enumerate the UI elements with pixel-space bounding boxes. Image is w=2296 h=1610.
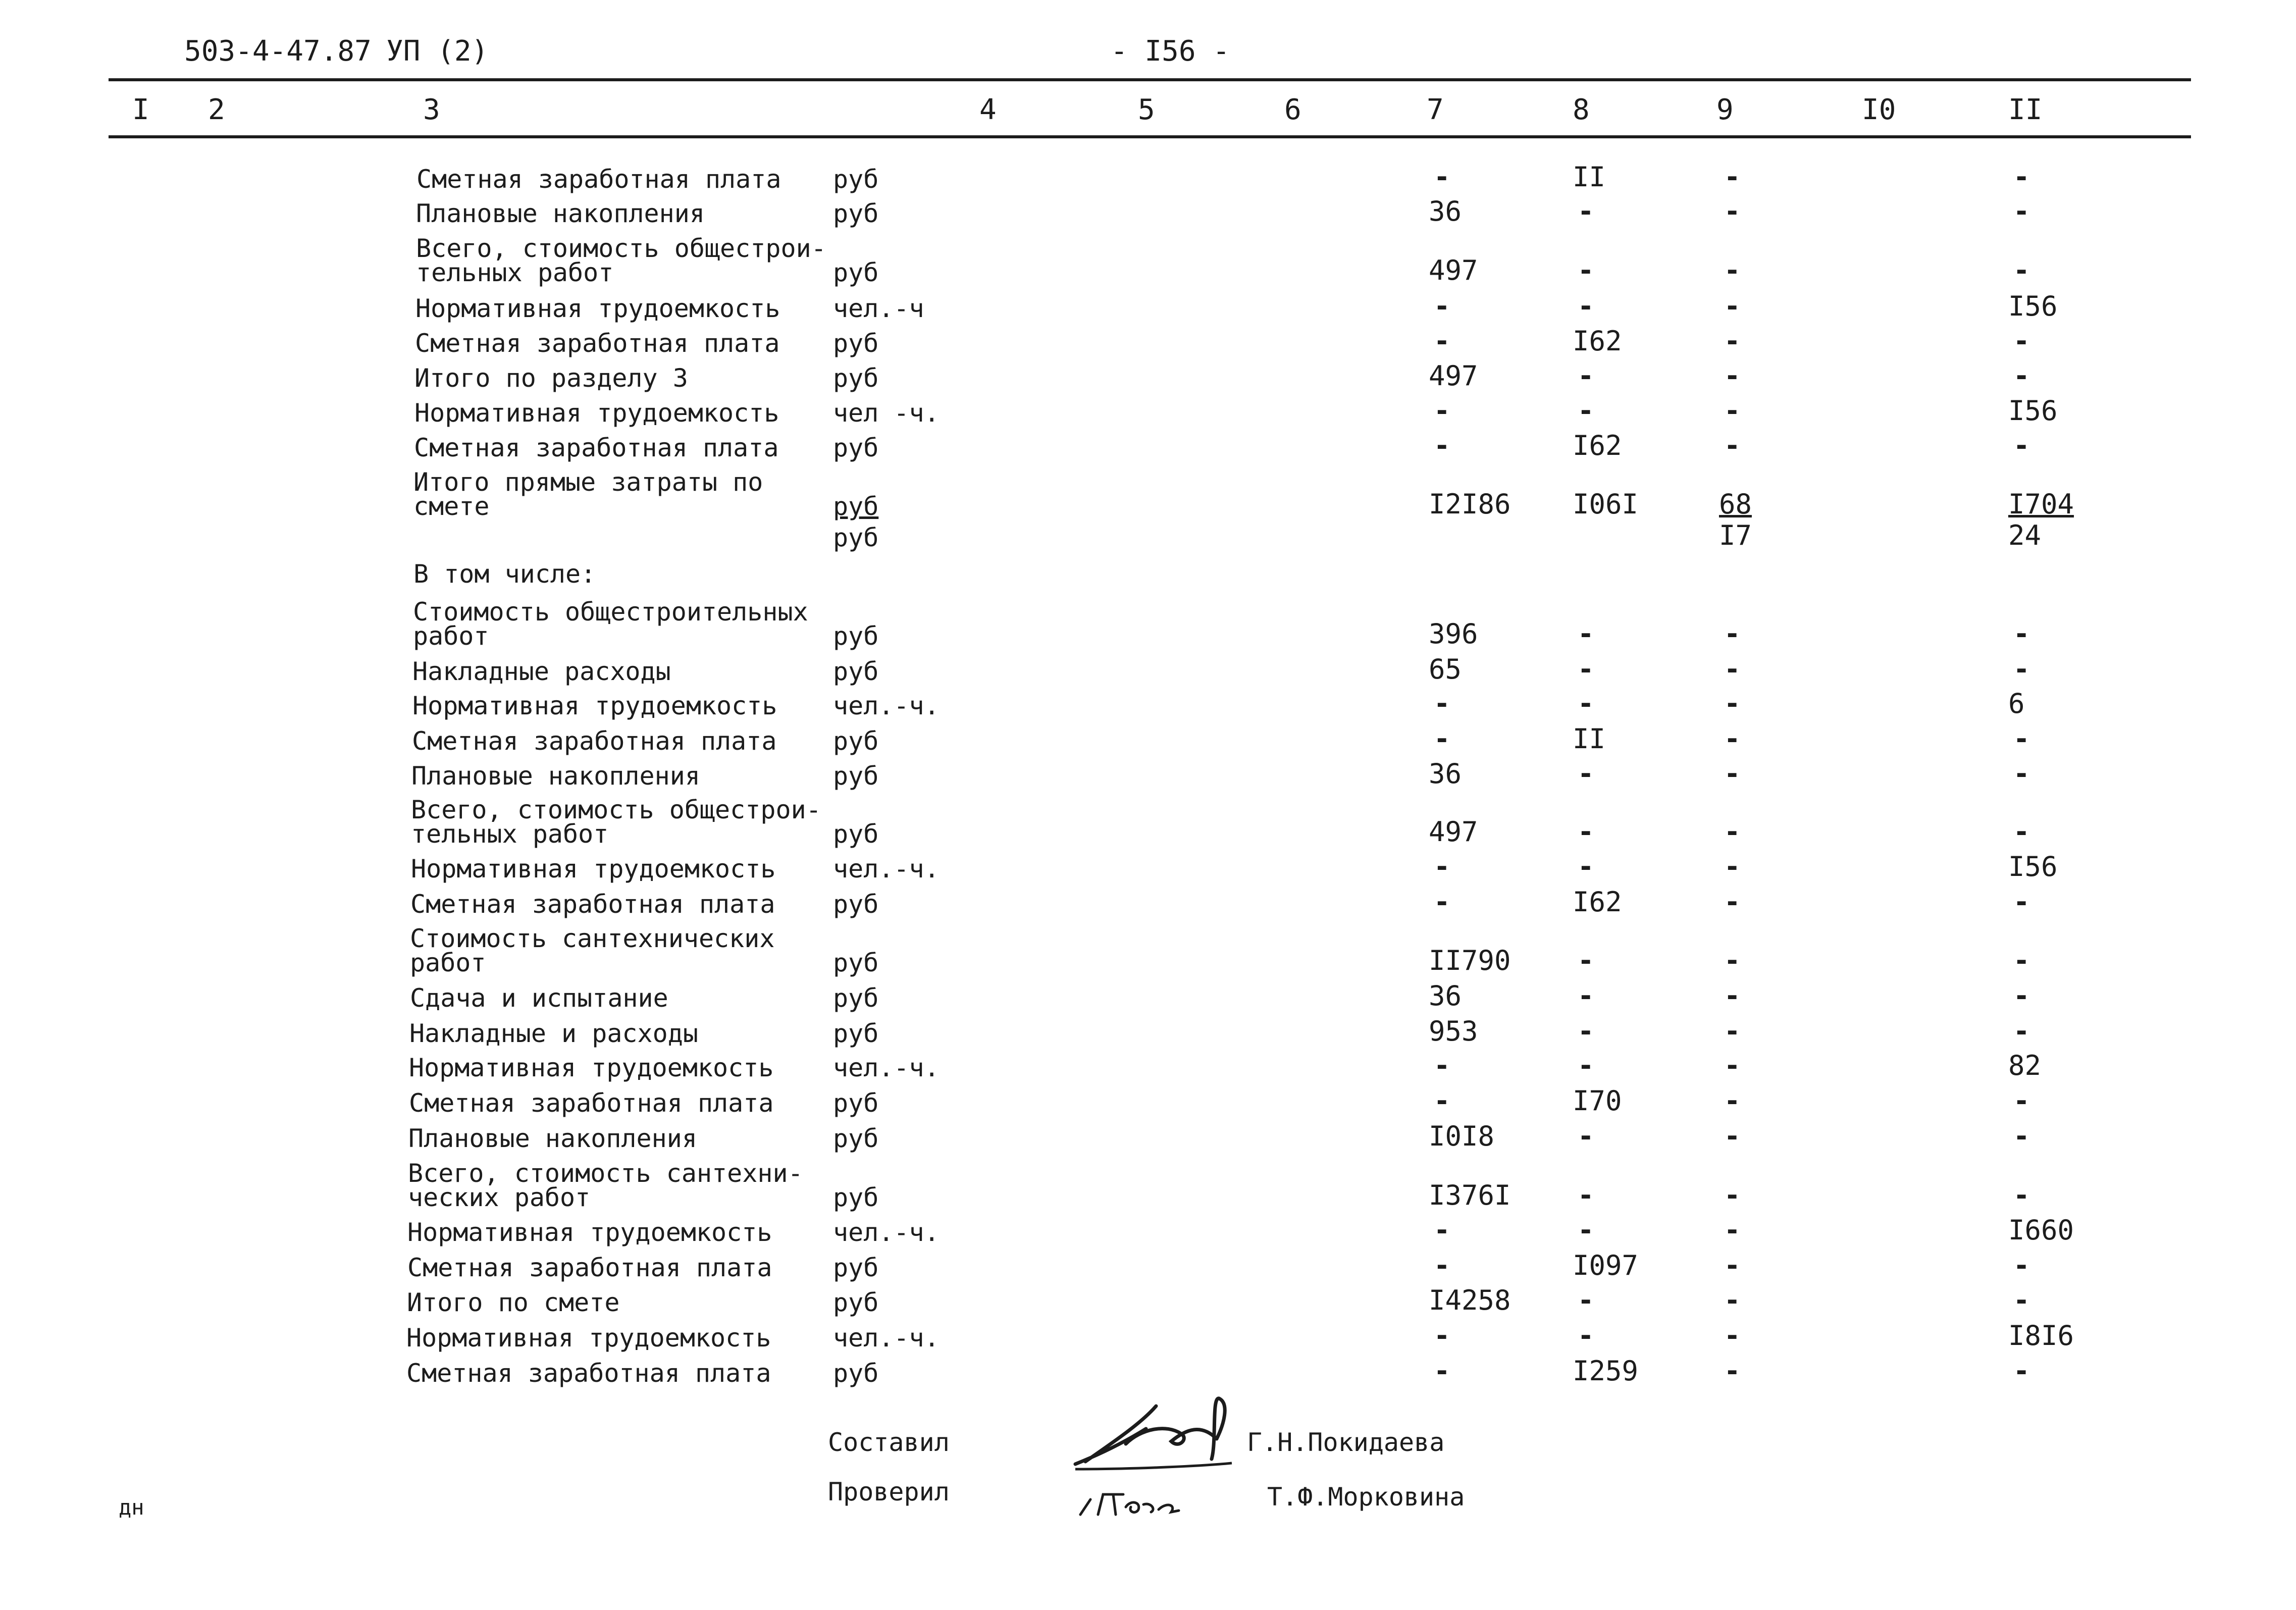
- cell-c7: -: [1434, 1320, 1450, 1352]
- row-label: Сдача и испытание: [410, 983, 668, 1013]
- cell-c8: -: [1578, 360, 1594, 392]
- row-unit-second: руб: [833, 523, 879, 552]
- cell-c8: -: [1578, 851, 1594, 882]
- cell-c9: -: [1724, 254, 1741, 286]
- row-unit: чел -ч.: [833, 398, 940, 428]
- cell-c7: -: [1434, 161, 1450, 193]
- cell-c7: 497: [1429, 816, 1478, 848]
- column-number: 3: [423, 93, 440, 126]
- cell-c8: I097: [1573, 1250, 1639, 1281]
- cell-c9: -: [1724, 1050, 1741, 1081]
- row-label: Нормативная трудоемкость: [412, 691, 777, 720]
- row-unit: руб: [833, 433, 879, 462]
- cell-c9: -: [1724, 945, 1741, 976]
- row-label: Сметная заработная плата: [412, 726, 777, 756]
- cell-c11: -: [2013, 1120, 2030, 1152]
- cell-c9: -: [1724, 195, 1741, 227]
- cell-c9: -: [1724, 1085, 1741, 1117]
- cell-c7: -: [1434, 1250, 1450, 1281]
- cell-c11: -: [2013, 1179, 2030, 1211]
- cell-c7: -: [1434, 886, 1450, 918]
- cell-c11: -: [2013, 886, 2030, 918]
- row-unit: руб: [833, 761, 879, 791]
- corner-mark: дн: [119, 1495, 144, 1520]
- row-label: Всего, стоимость общестрои-: [411, 795, 821, 824]
- cell-c11: -: [2013, 816, 2030, 848]
- cell-c9: -: [1724, 1120, 1741, 1152]
- row-label: Всего, стоимость сантехни-: [408, 1159, 803, 1188]
- row-unit: руб: [833, 363, 879, 393]
- cell-c8: I62: [1573, 886, 1622, 918]
- column-number: 7: [1427, 93, 1444, 126]
- cell-c7: 36: [1429, 758, 1462, 790]
- row-unit: руб: [833, 329, 879, 358]
- compiled-label: Составил: [828, 1428, 950, 1457]
- cell-c9: -: [1724, 653, 1741, 685]
- cell-c9: -: [1724, 161, 1741, 193]
- cell-c11: -: [2013, 161, 2030, 193]
- cell-c7: I4258: [1429, 1284, 1511, 1316]
- cell-c9: -: [1724, 1214, 1741, 1246]
- row-label: Сметная заработная плата: [406, 1359, 771, 1388]
- cell-c8: -: [1578, 618, 1594, 650]
- cell-c8: -: [1578, 1015, 1594, 1047]
- cell-c9: -: [1724, 1355, 1741, 1387]
- cell-c8: -: [1578, 1179, 1594, 1211]
- cell-c11: -: [2013, 1085, 2030, 1117]
- row-unit: чел.-ч.: [833, 854, 940, 884]
- row-unit: чел.-ч.: [833, 1053, 940, 1082]
- cell-c9: -: [1724, 723, 1741, 755]
- cell-c11: -: [2013, 254, 2030, 286]
- cell-c9: -: [1724, 325, 1741, 357]
- cell-c9: -: [1724, 886, 1741, 918]
- cell-c8: -: [1578, 1284, 1594, 1316]
- row-unit: руб: [833, 726, 879, 756]
- cell-c8: I70: [1573, 1085, 1622, 1117]
- column-number: 6: [1284, 93, 1301, 126]
- row-label: Сметная заработная плата: [416, 165, 781, 194]
- cell-c9: -: [1724, 395, 1741, 427]
- row-label: Нормативная трудоемкость: [409, 1053, 774, 1082]
- cell-c8: -: [1578, 980, 1594, 1012]
- checked-signature: [1075, 1479, 1186, 1520]
- row-unit: руб: [833, 1359, 879, 1388]
- row-unit: чел.-ч.: [833, 691, 940, 720]
- row-label: Сметная заработная плата: [410, 890, 775, 919]
- cell-c8: -: [1578, 688, 1594, 719]
- cell-c7: -: [1434, 1355, 1450, 1387]
- cell-c11: -: [2013, 1284, 2030, 1316]
- cell-c9: -: [1724, 290, 1741, 322]
- cell-c11: 6: [2008, 688, 2025, 719]
- cell-c11: I8I6: [2008, 1320, 2074, 1352]
- cell-c9-second: I7: [1719, 520, 1752, 551]
- row-unit: руб: [833, 948, 879, 977]
- cell-c9: -: [1724, 816, 1741, 848]
- cell-c11: I56: [2008, 290, 2058, 322]
- row-label: Нормативная трудоемкость: [407, 1218, 772, 1247]
- header-bottom-rule: [109, 135, 2191, 138]
- cell-c11-second: 24: [2008, 520, 2042, 551]
- cell-c7: I2I86: [1429, 488, 1511, 520]
- cell-c8: I06I: [1573, 488, 1639, 520]
- cell-c8: -: [1578, 1120, 1594, 1152]
- row-unit: руб: [833, 492, 879, 521]
- cell-c11: -: [2013, 653, 2030, 685]
- row-label: Плановые накопления: [411, 761, 700, 791]
- column-number: 2: [208, 93, 225, 126]
- row-label: Нормативная трудоемкость: [411, 854, 776, 884]
- cell-c11: -: [2013, 758, 2030, 790]
- cell-c11: -: [2013, 195, 2030, 227]
- row-label: Стоимость сантехнических: [410, 924, 775, 953]
- document-code: 503-4-47.87: [184, 35, 372, 68]
- cell-c7: I376I: [1429, 1179, 1511, 1211]
- row-label: Накладные расходы: [412, 657, 671, 686]
- cell-c7: -: [1434, 1214, 1450, 1246]
- cell-c8: -: [1578, 290, 1594, 322]
- section-code: УП (2): [386, 35, 489, 68]
- row-unit: руб: [833, 258, 879, 287]
- row-unit: руб: [833, 1253, 879, 1282]
- row-label: работ: [413, 621, 489, 651]
- cell-c11: -: [2013, 980, 2030, 1012]
- cell-c8: I62: [1573, 430, 1622, 461]
- cell-c7: -: [1434, 851, 1450, 882]
- cell-c8: II: [1573, 161, 1606, 193]
- cell-c11: -: [2013, 325, 2030, 357]
- cell-c9: -: [1724, 758, 1741, 790]
- row-label: работ: [410, 948, 486, 977]
- row-label: Нормативная трудоемкость: [415, 294, 780, 323]
- cell-c9: -: [1724, 360, 1741, 392]
- cell-c9: -: [1724, 430, 1741, 461]
- row-label: Итого по смете: [407, 1288, 620, 1317]
- row-unit: руб: [833, 657, 879, 686]
- cell-c7: 36: [1429, 195, 1462, 227]
- row-label: Плановые накопления: [408, 1124, 697, 1153]
- cell-c7: II790: [1429, 945, 1511, 976]
- checked-name: Т.Ф.Морковина: [1267, 1482, 1465, 1512]
- row-label: Нормативная трудоемкость: [414, 398, 779, 428]
- cell-c7: 65: [1429, 653, 1462, 685]
- row-unit: чел.-ч.: [833, 1323, 940, 1353]
- cell-c11: I660: [2008, 1214, 2074, 1246]
- row-label: тельных работ: [411, 819, 609, 849]
- cell-c11: -: [2013, 723, 2030, 755]
- row-label: Стоимость общестроительных: [413, 597, 808, 627]
- cell-c8: I259: [1573, 1355, 1639, 1387]
- row-label: Сметная заработная плата: [409, 1088, 774, 1118]
- compiled-name: Г.Н.Покидаева: [1247, 1428, 1445, 1457]
- row-label: Сметная заработная плата: [407, 1253, 772, 1282]
- cell-c9: -: [1724, 1284, 1741, 1316]
- column-number: I: [132, 93, 149, 126]
- cell-c7: -: [1434, 723, 1450, 755]
- column-number: I0: [1862, 93, 1896, 126]
- row-unit: руб: [833, 1183, 879, 1212]
- cell-c9: -: [1724, 851, 1741, 882]
- cell-c8: -: [1578, 945, 1594, 976]
- row-label: ческих работ: [408, 1183, 591, 1212]
- row-label: тельных работ: [416, 258, 614, 287]
- cell-c7: I0I8: [1429, 1120, 1495, 1152]
- row-unit: руб: [833, 1088, 879, 1118]
- cell-c9: -: [1724, 1015, 1741, 1047]
- row-unit: чел.-ч.: [833, 1218, 940, 1247]
- cell-c7: 497: [1429, 254, 1478, 286]
- cell-c11: I56: [2008, 851, 2058, 882]
- cell-c8: -: [1578, 816, 1594, 848]
- cell-c9: -: [1724, 1179, 1741, 1211]
- row-label: В том числе:: [413, 559, 596, 589]
- cell-c11: I56: [2008, 395, 2058, 427]
- row-unit: руб: [833, 819, 879, 849]
- cell-c8: -: [1578, 395, 1594, 427]
- cell-c7: -: [1434, 1050, 1450, 1081]
- cell-c11: I704: [2008, 488, 2074, 520]
- row-unit: руб: [833, 1288, 879, 1317]
- cell-c9: 68: [1719, 488, 1752, 520]
- row-unit: руб: [833, 165, 879, 194]
- cell-c8: II: [1573, 723, 1606, 755]
- cell-c8: -: [1578, 1050, 1594, 1081]
- column-number: 9: [1716, 93, 1734, 126]
- cell-c11: -: [2013, 1015, 2030, 1047]
- row-unit: руб: [833, 1124, 879, 1153]
- cell-c9: -: [1724, 980, 1741, 1012]
- row-label: Плановые накопления: [416, 199, 705, 228]
- cell-c8: -: [1578, 758, 1594, 790]
- cell-c9: -: [1724, 1320, 1741, 1352]
- cell-c8: -: [1578, 1320, 1594, 1352]
- cell-c7: 396: [1429, 618, 1478, 650]
- cell-c11: -: [2013, 1355, 2030, 1387]
- page-number: - I56 -: [1111, 35, 1230, 68]
- row-label: Сметная заработная плата: [414, 433, 779, 462]
- cell-c11: -: [2013, 360, 2030, 392]
- cell-c9: -: [1724, 618, 1741, 650]
- cell-c11: 82: [2008, 1050, 2042, 1081]
- row-label: Всего, стоимость общестрои-: [416, 234, 826, 263]
- checked-label: Проверил: [828, 1477, 950, 1507]
- column-number: 8: [1573, 93, 1590, 126]
- cell-c7: 953: [1429, 1015, 1478, 1047]
- row-unit: руб: [833, 1019, 879, 1048]
- row-unit: чел.-ч: [833, 294, 924, 323]
- cell-c7: -: [1434, 688, 1450, 719]
- compiled-signature: [1065, 1393, 1237, 1479]
- cell-c8: I62: [1573, 325, 1622, 357]
- cell-c9: -: [1724, 688, 1741, 719]
- cell-c11: -: [2013, 618, 2030, 650]
- cell-c7: -: [1434, 1085, 1450, 1117]
- row-label: Накладные и расходы: [409, 1019, 698, 1048]
- cell-c8: -: [1578, 1214, 1594, 1246]
- cell-c7: 497: [1429, 360, 1478, 392]
- column-number: 5: [1138, 93, 1155, 126]
- cell-c11: -: [2013, 1250, 2030, 1281]
- cell-c7: -: [1434, 395, 1450, 427]
- cell-c7: -: [1434, 430, 1450, 461]
- row-unit: руб: [833, 890, 879, 919]
- cell-c8: -: [1578, 653, 1594, 685]
- row-label: Нормативная трудоемкость: [406, 1323, 771, 1353]
- column-number: 4: [979, 93, 997, 126]
- column-number: II: [2008, 93, 2043, 126]
- cell-c8: -: [1578, 195, 1594, 227]
- cell-c7: 36: [1429, 980, 1462, 1012]
- row-label: Итого по разделу 3: [414, 363, 688, 393]
- row-unit: руб: [833, 621, 879, 651]
- cell-c9: -: [1724, 1250, 1741, 1281]
- cell-c11: -: [2013, 945, 2030, 976]
- cell-c7: -: [1434, 290, 1450, 322]
- cell-c11: -: [2013, 430, 2030, 461]
- row-label: смете: [413, 492, 490, 521]
- cell-c7: -: [1434, 325, 1450, 357]
- row-unit: руб: [833, 199, 879, 228]
- top-rule: [109, 78, 2191, 81]
- cell-c8: -: [1578, 254, 1594, 286]
- row-unit: руб: [833, 983, 879, 1013]
- row-label: Сметная заработная плата: [415, 329, 780, 358]
- row-label: Итого прямые затраты по: [413, 468, 763, 497]
